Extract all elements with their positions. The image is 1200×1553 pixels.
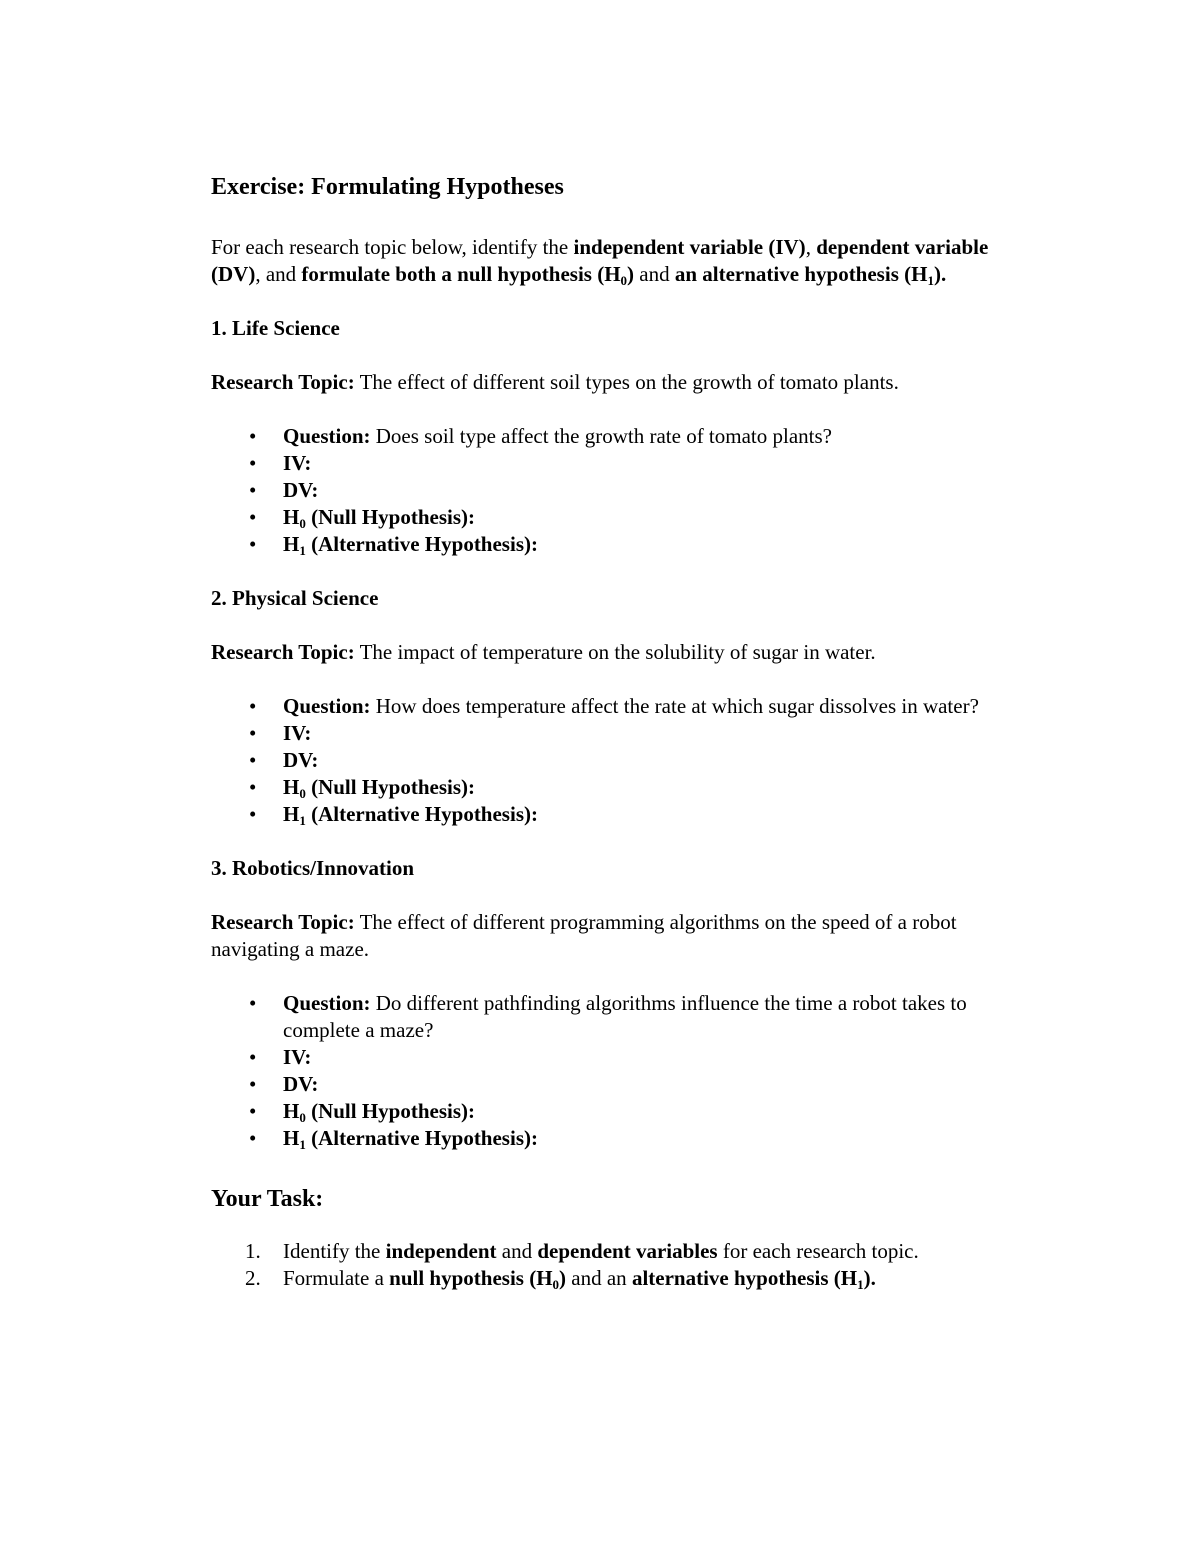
subscript: 1 (299, 813, 306, 828)
bullet-icon: • (249, 1072, 257, 1096)
question-label: Question: (283, 694, 371, 718)
research-topic-label: Research Topic: (211, 640, 355, 664)
question-text: Do different pathfinding algorithms influence the time a robot takes to complete a maze? (283, 991, 967, 1042)
task-text: and an (566, 1266, 632, 1290)
section-physical-science (211, 585, 1011, 828)
list-item-dv (211, 747, 1011, 774)
h-label: H (283, 802, 300, 826)
research-topic-label: Research Topic: (211, 370, 355, 394)
list-item-h0 (211, 1098, 1011, 1125)
research-topic (211, 369, 1011, 396)
list-item-question (211, 693, 1011, 720)
dv-label: DV: (283, 1072, 319, 1096)
iv-label: IV: (283, 1045, 312, 1069)
section-list (211, 423, 1011, 558)
section-heading: 1. Life Science (211, 316, 340, 340)
question-text: Does soil type affect the growth rate of tomato plants? (370, 424, 832, 448)
task-text: Identify the (283, 1239, 386, 1263)
research-topic (211, 909, 1011, 963)
list-item-iv (211, 450, 1011, 477)
intro-text: , and (255, 262, 302, 286)
intro-text: For each research topic below, identify the (211, 235, 574, 259)
null-hypothesis-label: (Null Hypothesis): (305, 775, 476, 799)
h-label: H (283, 1126, 300, 1150)
bullet-icon: • (249, 505, 257, 529)
subscript: 1 (299, 1137, 306, 1152)
intro-bold: ) (627, 262, 635, 286)
null-hypothesis-label: (Null Hypothesis): (305, 1099, 476, 1123)
bullet-icon: • (249, 802, 257, 826)
research-topic (211, 639, 1011, 666)
iv-label: IV: (283, 721, 312, 745)
subscript: 0 (299, 786, 306, 801)
subscript: 0 (299, 516, 306, 531)
iv-label: IV: (283, 451, 312, 475)
bullet-icon: • (249, 694, 257, 718)
question-label: Question: (283, 991, 371, 1015)
h-label: H (283, 775, 300, 799)
task-text: and (496, 1239, 538, 1263)
task-list (211, 1238, 1011, 1292)
bullet-icon: • (249, 991, 257, 1015)
alt-hypothesis-label: (Alternative Hypothesis): (305, 532, 538, 556)
h-label: H (283, 505, 300, 529)
bullet-icon: • (249, 748, 257, 772)
bullet-icon: • (249, 478, 257, 502)
list-item-dv (211, 1071, 1011, 1098)
section-heading: 3. Robotics/Innovation (211, 856, 415, 880)
bullet-icon: • (249, 1045, 257, 1069)
bullet-icon: • (249, 424, 257, 448)
task-item-1 (211, 1238, 1011, 1265)
section-robotics-innovation (211, 855, 1011, 1152)
subscript: 1 (927, 273, 934, 288)
task-bold: null hypothesis (H (389, 1266, 553, 1290)
intro-bold: dependent variable (DV) (211, 235, 989, 286)
intro-text: and (634, 262, 675, 286)
list-item-h0 (211, 774, 1011, 801)
list-number: 2. (245, 1266, 261, 1290)
intro-text: , (805, 235, 817, 259)
question-label: Question: (283, 424, 371, 448)
list-item-h1 (211, 1125, 1011, 1152)
section-your-task (211, 1184, 1011, 1292)
list-item-iv (211, 720, 1011, 747)
alt-hypothesis-label: (Alternative Hypothesis): (305, 802, 538, 826)
intro-paragraph (211, 234, 1011, 288)
dv-label: DV: (283, 748, 319, 772)
null-hypothesis-label: (Null Hypothesis): (305, 505, 476, 529)
task-bold: alternative hypothesis (H (631, 1266, 858, 1290)
intro-bold: an alternative hypothesis (H (674, 262, 928, 286)
list-number: 1. (245, 1239, 261, 1263)
list-item-question (211, 990, 1011, 1044)
dv-label: DV: (283, 478, 319, 502)
intro-bold: formulate both a null hypothesis (H (301, 262, 621, 286)
task-text: for each research topic. (717, 1239, 919, 1263)
task-bold: ) (559, 1266, 567, 1290)
bullet-icon: • (249, 532, 257, 556)
task-bold: ). (863, 1266, 876, 1290)
bullet-icon: • (249, 1126, 257, 1150)
section-list (211, 693, 1011, 828)
document-page (211, 172, 1011, 1292)
task-heading: Your Task: (211, 1186, 324, 1212)
question-text: How does temperature affect the rate at which sugar dissolves in water? (370, 694, 979, 718)
document-title: Exercise: Formulating Hypotheses (211, 174, 564, 200)
section-life-science (211, 315, 1011, 558)
h-label: H (283, 1099, 300, 1123)
h-label: H (283, 532, 300, 556)
research-topic-text: The impact of temperature on the solubility of sugar in water. (354, 640, 876, 664)
section-heading: 2. Physical Science (211, 586, 379, 610)
intro-bold: independent variable (IV) (573, 235, 806, 259)
section-list (211, 990, 1011, 1152)
research-topic-text: The effect of different soil types on the growth of tomato plants. (354, 370, 899, 394)
bullet-icon: • (249, 451, 257, 475)
intro-bold: ). (933, 262, 947, 286)
task-item-2 (211, 1265, 1011, 1292)
list-item-h0 (211, 504, 1011, 531)
list-item-h1 (211, 801, 1011, 828)
bullet-icon: • (249, 721, 257, 745)
subscript: 0 (620, 273, 628, 288)
subscript: 0 (299, 1110, 306, 1125)
alt-hypothesis-label: (Alternative Hypothesis): (305, 1126, 538, 1150)
subscript: 1 (857, 1277, 864, 1292)
task-text: Formulate a (283, 1266, 390, 1290)
bullet-icon: • (249, 775, 257, 799)
list-item-dv (211, 477, 1011, 504)
task-bold: dependent variables (537, 1239, 718, 1263)
subscript: 1 (299, 543, 306, 558)
task-bold: independent (385, 1239, 497, 1263)
research-topic-label: Research Topic: (211, 910, 355, 934)
list-item-h1 (211, 531, 1011, 558)
list-item-question (211, 423, 1011, 450)
research-topic-text: The effect of different programming algorithms on the speed of a robot navigating a maze. (211, 910, 957, 961)
bullet-icon: • (249, 1099, 257, 1123)
list-item-iv (211, 1044, 1011, 1071)
subscript: 0 (552, 1277, 560, 1292)
